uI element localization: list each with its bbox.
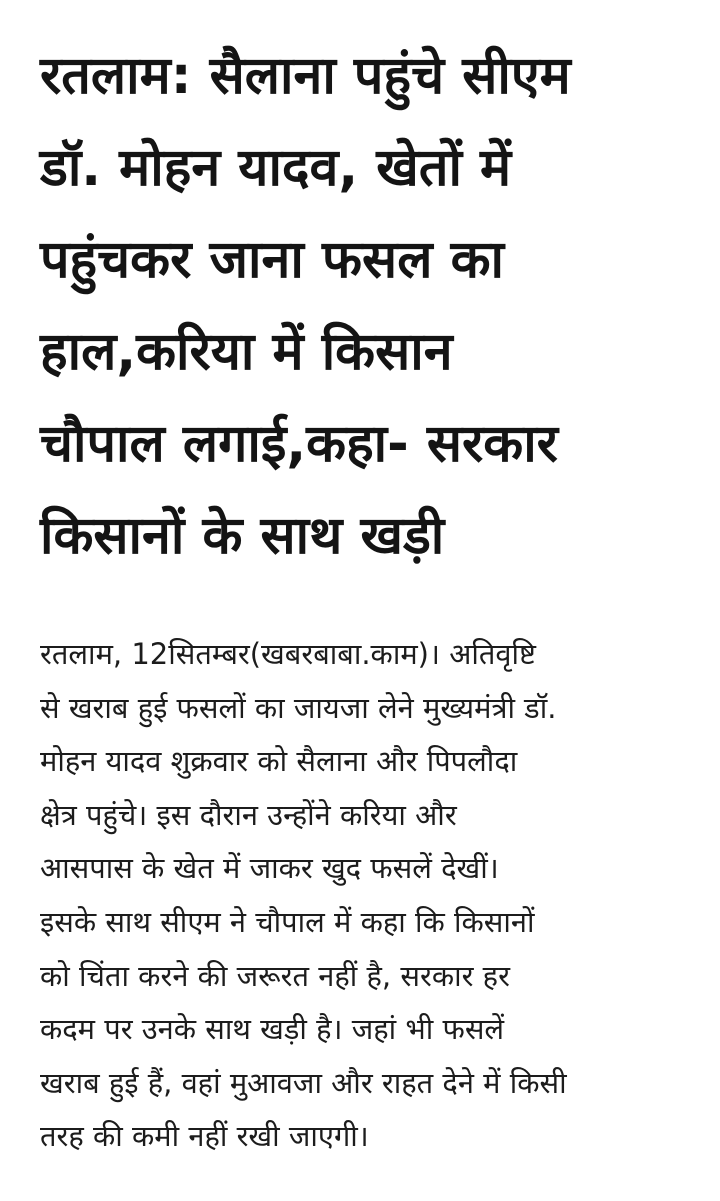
headline-line: हाल,करिया में किसान [40, 322, 453, 382]
news-article [40, 30, 690, 1154]
body-line: इसके साथ सीएम ने चौपाल में कहा कि किसानों [40, 904, 535, 939]
headline-line: किसानों के साथ खड़ी [40, 506, 445, 566]
headline-line: पहुंचकर जाना फसल का [40, 230, 504, 290]
body-line: कदम पर उनके साथ खड़ी है। जहां भी फसलें [40, 1012, 505, 1047]
body-line: को चिंता करने की जरूरत नहीं है, सरकार हर [40, 958, 510, 993]
headline-line: डॉ. मोहन यादव, खेतों में [40, 138, 512, 198]
body-line: रतलाम, 12सितम्बर(खबरबाबा.काम)। अतिवृष्टि [40, 637, 536, 671]
article-body [40, 628, 690, 1164]
body-line: मोहन यादव शुक्रवार को सैलाना और पिपलौदा [40, 744, 518, 779]
headline-line: रतलाम: सैलाना पहुंचे सीएम [40, 46, 571, 106]
body-line: क्षेत्र पहुंचे। इस दौरान उन्होंने करिया और [40, 797, 457, 832]
body-line: आसपास के खेत में जाकर खुद फसलें देखीं। [40, 851, 499, 886]
body-line: खराब हुई हैं, वहां मुआवजा और राहत देने में किसी [40, 1065, 567, 1100]
headline-line: चौपाल लगाई,कहा- सरकार [40, 414, 558, 474]
body-line: से खराब हुई फसलों का जायजा लेने मुख्यमंत्री डॉ. [40, 690, 557, 725]
body-line: तरह की कमी नहीं रखी जाएगी। [40, 1119, 369, 1154]
article-headline [40, 30, 690, 582]
